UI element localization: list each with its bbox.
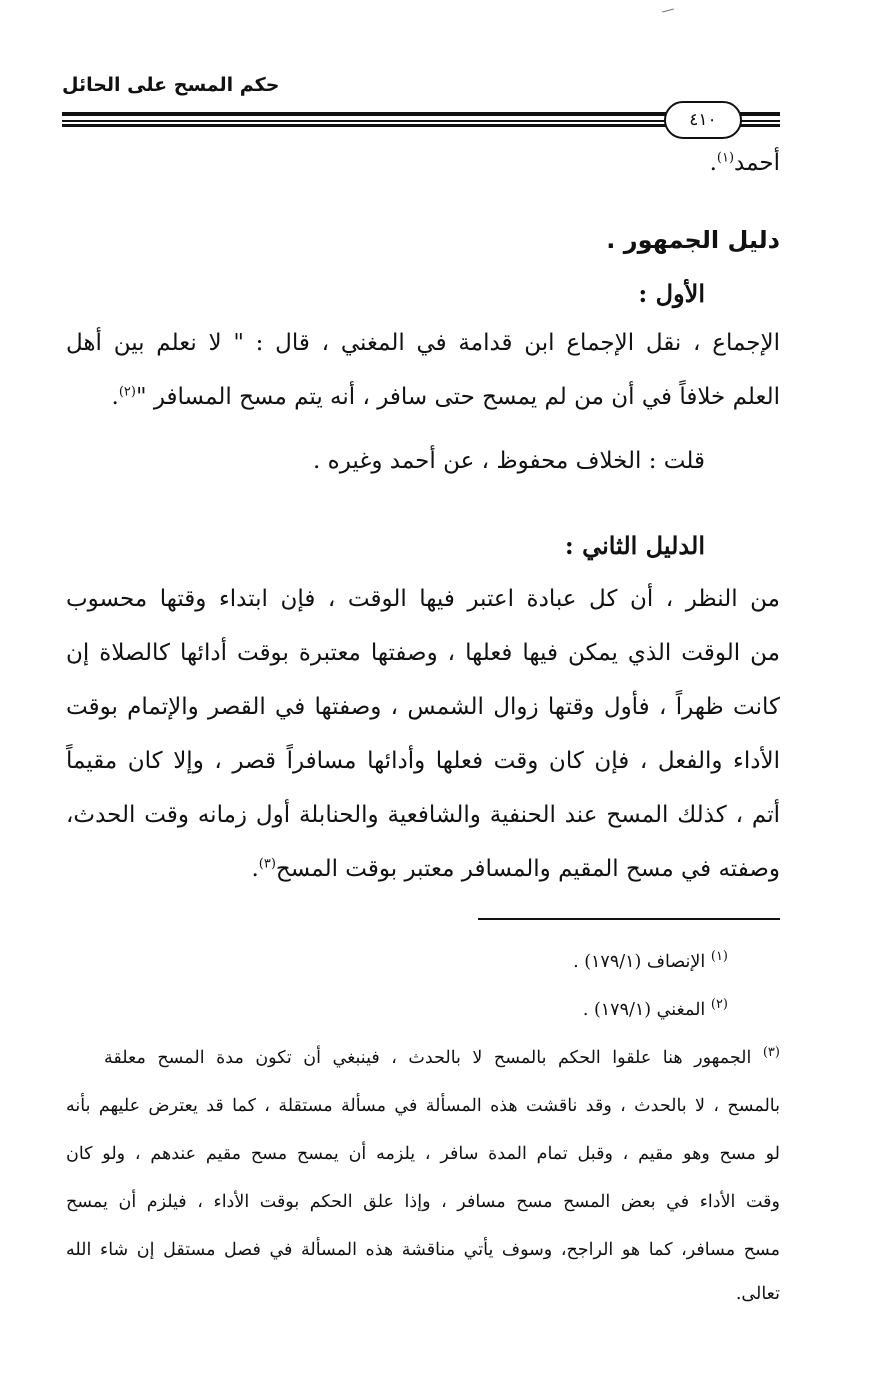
ahmad-text: أحمد (734, 150, 780, 176)
paragraph2-line4: الأداء والفعل ، فإن كان وقت فعلها وأدائها مسافراً قصر ، وإلا كان مقيماً (66, 748, 780, 774)
footnote-3-line3: لو مسح وهو مقيم ، وقبل تمام المدة سافر ، يلزمه أن يمسح مسح مقيم عندهم ، ولو كان (66, 1144, 780, 1164)
footnote-ref-2[interactable]: (٢) (118, 384, 136, 400)
paragraph2-line1: من النظر ، أن كل عبادة اعتبر فيها الوقت ، فإن ابتداء وقتها محسوب (66, 586, 780, 612)
paragraph2-line6-text: وصفته في مسح المقيم والمسافر معتبر بوقت المسح (275, 856, 780, 882)
footnote-2-text: المغني (١٧٩/١) . (582, 1000, 706, 1020)
footnote-divider (478, 918, 780, 920)
paragraph2-line2: من الوقت الذي يمكن فيها فعلها ، وصفتها معتبرة بوقت أدائها كالصلاة إن (66, 640, 780, 666)
paragraph1-line2-text: العلم خلافاً في أن من لم يمسح حتى سافر ، أنه يتم مسح المسافر " (135, 384, 780, 410)
footnote-1 (573, 949, 728, 973)
footnote-3-line2: بالمسح ، لا بالحدث ، وقد ناقشت هذه المسألة في مسألة مستقلة ، كما قد يعترض عليهم بأنه (66, 1096, 780, 1116)
heading-second: الدليل الثاني : (564, 531, 705, 560)
footnote-1-number: (١) (710, 949, 728, 965)
paragraph2-line3: كانت ظهراً ، فأول وقتها زوال الشمس ، وصفتها في القصر والإتمام بوقت (66, 694, 780, 720)
footnote-1-text: الإنصاف (١٧٩/١) . (573, 952, 706, 972)
footnote-ref-1[interactable]: (١) (716, 150, 735, 166)
footnote-3-line5: مسح مسافر، كما هو الراجح، وسوف يأتي مناقشة هذه المسألة في فصل مستقل إن شاء الله (66, 1240, 780, 1260)
footnote-3-line1 (104, 1045, 780, 1069)
qultu-line: قلت : الخلاف محفوظ ، عن أحمد وغيره . (313, 448, 705, 474)
footnote-ref-3[interactable]: (٣) (258, 856, 276, 872)
heading-jumhur: دليل الجمهور . (606, 226, 780, 254)
line-ahmad: أحمد$^{(١)}$. (709, 150, 780, 176)
stray-mark (662, 8, 674, 12)
paragraph2-line6: وصفته في مسح المقيم والمسافر معتبر بوقت المسح$^{(٣)}$. (251, 856, 780, 882)
page-number: ٤١٠ (664, 101, 742, 139)
paragraph2-line5: أتم ، كذلك المسح عند الحنفية والشافعية والحنابلة أول زمانه وقت الحدث، (66, 802, 780, 828)
footnote-3-number: (٣) (762, 1045, 780, 1061)
footnote-2 (582, 997, 728, 1021)
footnote-3-line6: تعالى. (735, 1284, 780, 1304)
footnote-3-line4: وقت الأداء في بعض المسح مسح مسافر ، وإذا علق الحكم بوقت الأداء ، فيلزم أن يمسح (66, 1192, 780, 1212)
paragraph1-line1: الإجماع ، نقل الإجماع ابن قدامة في المغني ، قال : " لا نعلم بين أهل (66, 330, 780, 356)
heading-first: الأول : (638, 279, 705, 308)
footnote-3-line1-text: الجمهور هنا علقوا الحكم بالمسح لا بالحدث ، فينبغي أن تكون مدة المسح معلقة (104, 1048, 752, 1068)
paragraph1-line2: العلم خلافاً في أن من لم يمسح حتى سافر ، أنه يتم مسح المسافر "$^{(٢)}$. (111, 384, 780, 410)
running-title: حكم المسح على الحائل (62, 74, 280, 96)
footnote-2-number: (٢) (710, 997, 728, 1013)
